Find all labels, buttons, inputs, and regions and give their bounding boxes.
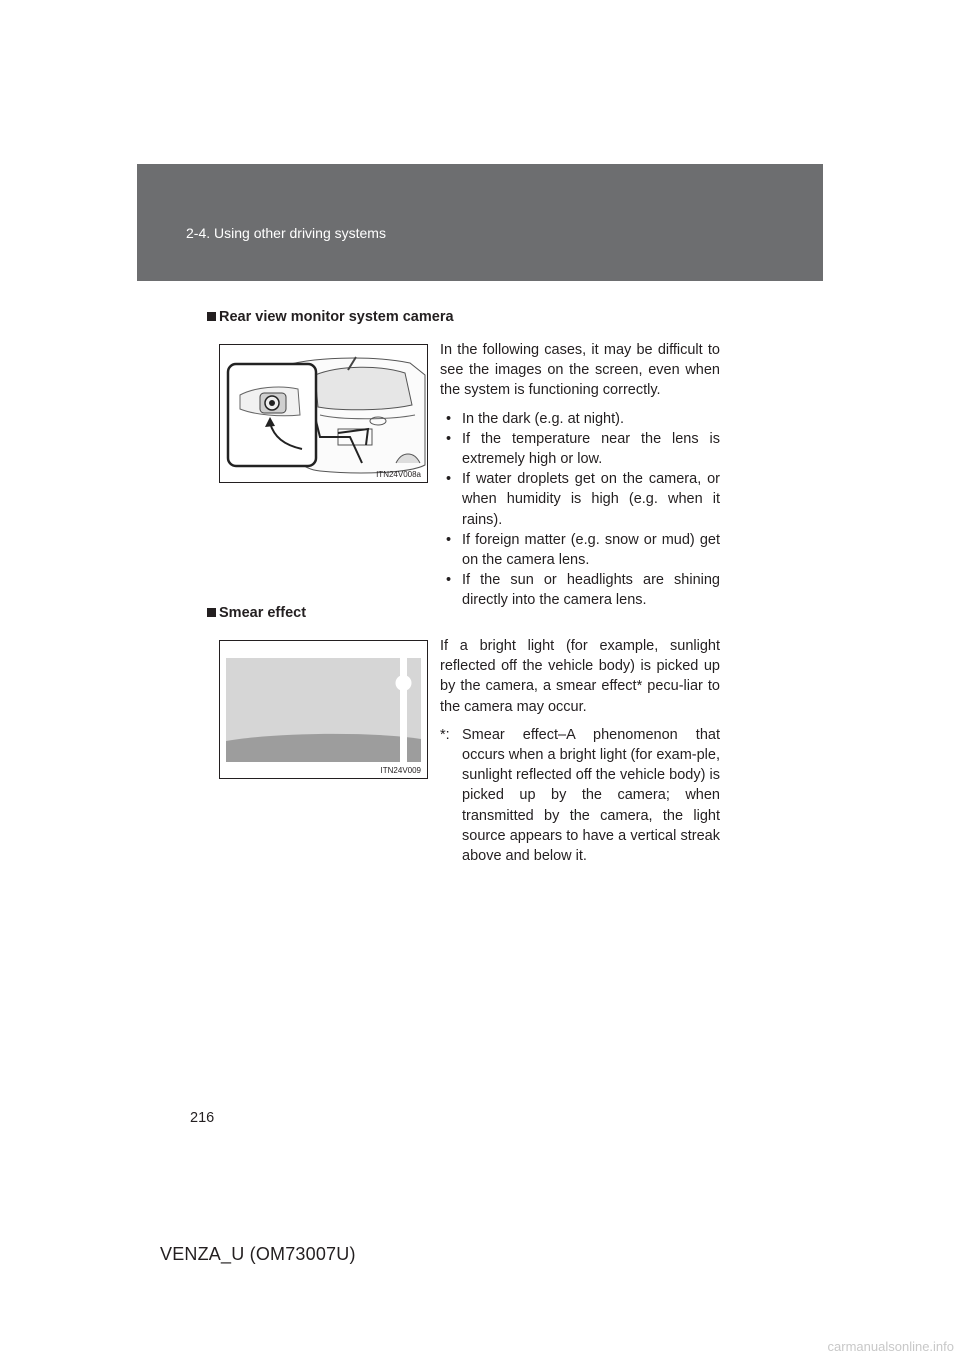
note-mark: *: <box>440 726 450 743</box>
list-item: • In the dark (e.g. at night). <box>440 409 720 429</box>
list-item: • If foreign matter (e.g. snow or mud) get on the camera lens. <box>440 530 720 570</box>
camera-conditions-list <box>440 409 720 611</box>
watermark: carmanualsonline.info <box>827 1339 954 1354</box>
camera-intro: In the following cases, it may be difficult to see the images on the screen, even when the system is functioning correctly. <box>440 342 720 399</box>
smear-figure <box>219 640 428 779</box>
header-band <box>137 164 823 281</box>
list-item: • If the sun or headlights are shining directly into the camera lens. <box>440 570 720 610</box>
section-title-camera: Rear view monitor system camera <box>207 309 454 325</box>
camera-figure <box>219 344 428 483</box>
smear-note <box>440 725 720 866</box>
camera-text <box>440 340 720 611</box>
smear-screen-illustration <box>220 641 427 778</box>
rear-camera-illustration <box>220 345 427 482</box>
note-text: Smear effect–A phenomenon that occurs when a bright light (for exam-ple, sunlight reflected off the vehicle body) is picked up by the camera; when transmitted by the camera, the light source appears to have a vertical streak above and below it. <box>462 726 720 865</box>
document-code: VENZA_U (OM73007U) <box>160 1244 356 1264</box>
figure-code: ITN24V009 <box>380 766 421 775</box>
smear-intro: If a bright light (for example, sunlight reflected off the vehicle body) is picked up by the camera, a smear effect* pecu-liar to the camera may occur. <box>440 638 720 715</box>
section-title-smear: Smear effect <box>207 605 306 621</box>
page-number: 216 <box>190 1110 215 1126</box>
smear-text <box>440 636 720 866</box>
list-item: • If the temperature near the lens is extremely high or low. <box>440 429 720 469</box>
section-header: 2-4. Using other driving systems <box>186 225 386 241</box>
square-bullet-icon <box>207 312 216 321</box>
square-bullet-icon <box>207 608 216 617</box>
figure-code: ITN24V008a <box>376 470 421 479</box>
list-item: • If water droplets get on the camera, or when humidity is high (e.g. when it rains). <box>440 469 720 530</box>
